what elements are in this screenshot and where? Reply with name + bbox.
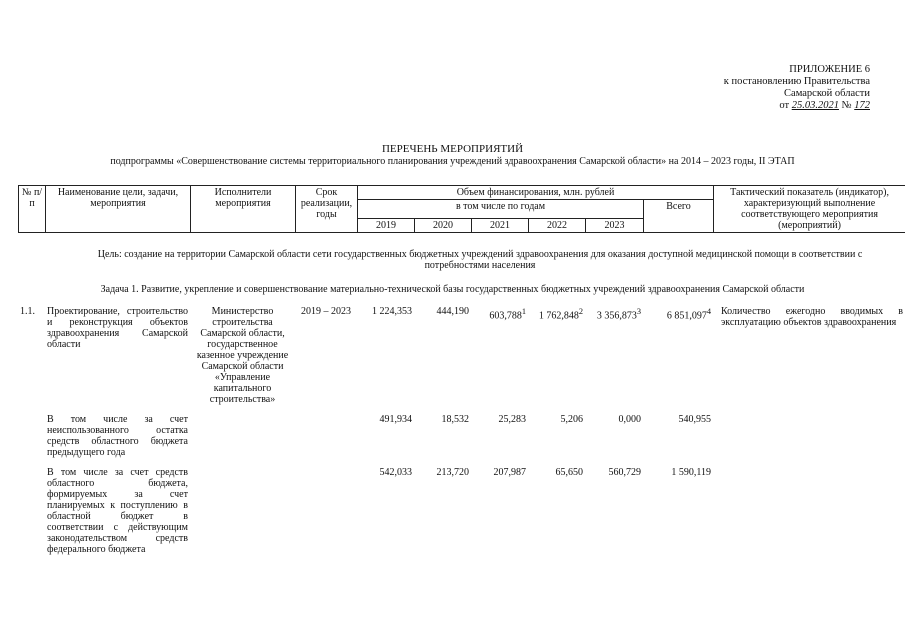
annex-line1: к постановлению Правительства bbox=[723, 76, 870, 87]
value-2023: 560,729 bbox=[608, 467, 641, 478]
col-funding-header: Объем финансирования, млн. рублей bbox=[358, 186, 714, 200]
value-2021: 25,283 bbox=[498, 414, 526, 425]
value-2020: 213,720 bbox=[436, 467, 469, 478]
value-2021: 207,987 bbox=[493, 467, 526, 478]
value-2021-cell bbox=[471, 306, 528, 405]
year-2022-header: 2022 bbox=[529, 219, 586, 233]
col-name-header: Наименование цели, задачи, мероприятия bbox=[46, 186, 191, 233]
value-2023-cell bbox=[585, 306, 643, 405]
row-indicator: Количество ежегодно вводимых в эксплуатацию объектов здравоохранения bbox=[721, 306, 903, 328]
year-2021-header: 2021 bbox=[472, 219, 529, 233]
value-total: 540,955 bbox=[678, 414, 711, 425]
footnote-2: 2 bbox=[578, 307, 583, 316]
row-number: 1.1. bbox=[20, 306, 35, 317]
value-2020: 18,532 bbox=[441, 414, 469, 425]
footnote-3: 3 bbox=[636, 307, 641, 316]
value-2019: 491,934 bbox=[379, 414, 412, 425]
table-row bbox=[18, 414, 905, 458]
value-2022: 1 762,848 bbox=[538, 310, 579, 322]
goal-text: Цель: создание на территории Самарской области сети государственных бюджетных учреждений здравоохранения для оказания доступной медицинской помощи в соответствии с потребностями населения bbox=[97, 249, 863, 271]
footnote-4: 4 bbox=[706, 307, 711, 316]
table-row bbox=[18, 467, 905, 555]
table-row bbox=[18, 306, 905, 405]
value-2019: 542,033 bbox=[379, 467, 412, 478]
annex-line2: Самарской области bbox=[784, 88, 870, 99]
document-title: ПЕРЕЧЕНЬ МЕРОПРИЯТИЙ bbox=[381, 143, 524, 155]
footnote-1: 1 bbox=[521, 307, 526, 316]
col-by-year-header: в том числе по годам bbox=[358, 200, 644, 219]
value-2022: 65,650 bbox=[555, 467, 583, 478]
row-name: Проектирование, строительство и реконструкция объектов здравоохранения Самарской области bbox=[47, 306, 188, 350]
value-2022-cell bbox=[528, 306, 585, 405]
row-term: 2019 – 2023 bbox=[301, 306, 351, 317]
annex-date: 25.03.2021 bbox=[791, 100, 839, 111]
value-2023: 0,000 bbox=[618, 414, 641, 425]
value-2022: 5,206 bbox=[560, 414, 583, 425]
value-total: 1 590,119 bbox=[671, 467, 711, 478]
value-2019: 1 224,353 bbox=[372, 306, 412, 317]
value-total: 6 851,097 bbox=[666, 310, 707, 322]
col-indicator-header: Тактический показатель (индикатор), характеризующий выполнение соответствующего мероприятия (мероприятий) bbox=[714, 186, 905, 233]
value-2021: 603,788 bbox=[489, 310, 522, 322]
measures-table bbox=[18, 306, 905, 555]
annex-title: ПРИЛОЖЕНИЕ 6 bbox=[789, 64, 870, 75]
col-total-header: Всего bbox=[644, 200, 714, 233]
value-total-cell bbox=[643, 306, 713, 405]
row-name: В том числе за счет неиспользованного остатка средств областного бюджета предыдущего года bbox=[47, 414, 188, 458]
task-text: Задача 1. Развитие, укрепление и совершенствование материально-технической базы государственных бюджетных учреждений здравоохранения Самарской области bbox=[100, 284, 805, 295]
year-2023-header: 2023 bbox=[586, 219, 644, 233]
col-executor-header: Исполнители мероприятия bbox=[191, 186, 296, 233]
value-2020: 444,190 bbox=[436, 306, 469, 317]
col-term-header: Срок реализации, годы bbox=[296, 186, 358, 233]
document-subtitle: подпрограммы «Совершенствование системы территориального планирования учреждений здравоохранения Самарской области» на 2014 – 2023 годы, II ЭТАП bbox=[110, 156, 795, 167]
annex-block bbox=[700, 64, 870, 112]
year-2019-header: 2019 bbox=[358, 219, 415, 233]
row-name: В том числе за счет средств областного бюджета, формируемых за счет планируемых к поступлению в областной бюджет в соответствии с действующим законодательством средств федерального бюджета bbox=[47, 467, 188, 555]
value-2023: 3 356,873 bbox=[596, 310, 637, 322]
year-2020-header: 2020 bbox=[415, 219, 472, 233]
col-number-header: № п/п bbox=[19, 186, 46, 233]
row-executor: Министерство строительства Самарской области, государственное казенное учреждение Самарской области «Управление капитального строительства» bbox=[196, 306, 289, 405]
table-header bbox=[18, 185, 905, 233]
annex-number-label: № bbox=[841, 100, 852, 111]
annex-date-line bbox=[700, 100, 870, 112]
annex-number: 172 bbox=[854, 100, 870, 111]
annex-date-prefix: от bbox=[779, 100, 790, 111]
